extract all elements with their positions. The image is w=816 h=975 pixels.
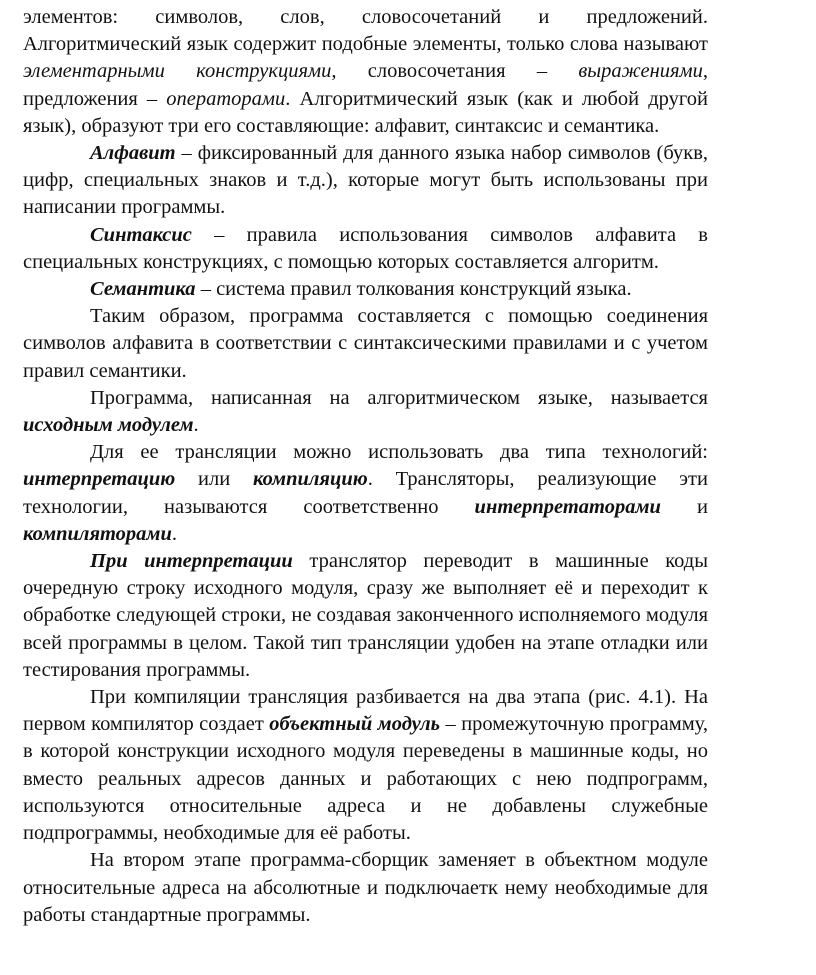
paragraph-compilation <box>23 684 708 847</box>
text-run: транслятор переводит в машинные коды очередную строку исходного модуля, сразу же выполняет её и переходит к обработке следующей строки, не создавая законченного исполняемого модуля всей программы в целом. Такой тип трансляции удобен на этапе отладки или тестирования программы. <box>23 550 708 681</box>
text-run: – система правил толкования конструкций языка. <box>195 278 632 301</box>
term-compilation: компиляцию <box>252 468 368 491</box>
paragraph-alphabet <box>23 140 708 222</box>
paragraph-language-elements <box>23 4 708 140</box>
paragraph-semantics <box>23 276 708 303</box>
paragraph-second-stage <box>23 847 708 929</box>
text-run: Программа, написанная на алгоритмическом языке, называется <box>90 386 708 409</box>
text-run: На втором этапе программа-сборщик заменяет в объектном модуле относительные адреса на абсолютные и подключаетк нему необходимые для работы стандартные программы. <box>23 849 708 926</box>
term-source-module: исходным модулем <box>23 414 194 437</box>
term-operators: операторами <box>166 87 286 110</box>
text-run: и <box>660 495 708 518</box>
term-compilers: компиляторами <box>23 522 172 545</box>
text-run: При компиляции трансляция разбивается на два этапа (рис. 4.1). На первом компилятор создает <box>23 686 708 736</box>
term-elementary-constructs: элементарными конструкциями <box>23 60 332 83</box>
paragraph-syntax <box>23 222 708 276</box>
term-object-module: объектный модуль <box>269 713 441 736</box>
text-run: или <box>175 468 253 491</box>
term-during-interpretation: При интерпретации <box>90 550 293 573</box>
term-semantics: Семантика <box>90 278 196 301</box>
text-run: элементов: символов, слов, словосочетаний и предложений. Алгоритмический язык содержит подобные элементы, только слова называют <box>23 6 708 56</box>
term-interpretation: интерпретацию <box>23 468 176 491</box>
text-run: . <box>193 414 199 437</box>
term-interpreters: интерпретаторами <box>474 495 661 518</box>
paragraph-translation-types <box>23 439 708 548</box>
paragraph-summary <box>23 303 708 385</box>
text-run: Таким образом, программа составляется с помощью соединения символов алфавита в соответствии с синтаксическими правилами и с учетом правил семантики. <box>23 305 708 382</box>
paragraph-interpretation <box>23 548 708 684</box>
text-run: , словосочетания – <box>331 60 579 83</box>
text-run: Для ее трансляции можно использовать два типа технологий: <box>90 441 708 464</box>
term-expressions: выражениями <box>578 60 703 83</box>
text-run: . <box>171 522 178 545</box>
text-run: . Алгоритмический язык (как и любой другой язык), образуют три его составляющие: алфавит, синтаксис и семантика. <box>23 87 709 137</box>
text-run: – промежуточную программу, в которой конструкции исходного модуля переведены в машинные коды, но вместо реальных адресов данных и работающих с нею подпрограмм, используются относительные адреса и не добавлены служебные подпрограммы, необходимые для её работы. <box>23 713 708 845</box>
text-run: , предложения – <box>23 60 708 110</box>
paragraph-source-module <box>23 385 708 439</box>
text-run: – фиксированный для данного языка набор символов (букв, цифр, специальных знаков и т.д.), которые могут быть использованы при написании программы. <box>23 142 708 219</box>
term-alphabet: Алфавит <box>90 142 176 165</box>
text-run: – правила использования символов алфавита в специальных конструкциях, с помощью которых составляется алгоритм. <box>23 223 708 273</box>
text-run: . Трансляторы, реализующие эти технологии, называются соответственно <box>23 468 708 518</box>
term-syntax: Синтаксис <box>90 223 192 246</box>
